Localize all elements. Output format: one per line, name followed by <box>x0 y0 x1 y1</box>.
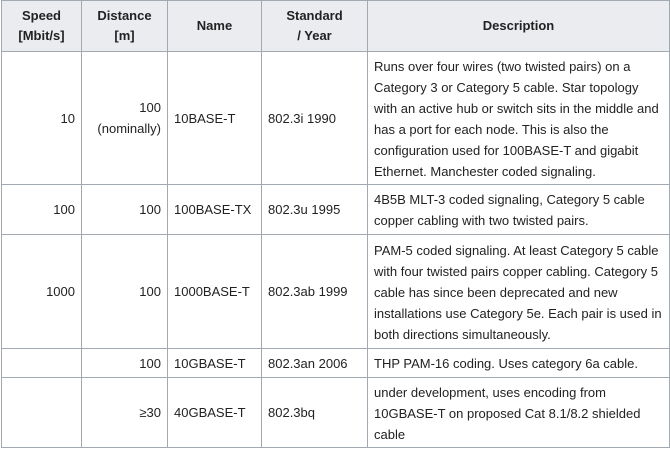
cell-distance <box>82 52 168 185</box>
cell-distance-line1: 100 <box>139 100 161 115</box>
header-description: Description <box>368 1 670 52</box>
cell-name: 100BASE-TX <box>168 185 262 235</box>
table-row <box>2 349 670 378</box>
cell-standard: 802.3i 1990 <box>262 52 368 185</box>
cell-speed: 1000 <box>2 235 82 349</box>
table-row <box>2 378 670 448</box>
cell-speed <box>2 378 82 448</box>
header-name: Name <box>168 1 262 52</box>
cell-description: PAM-5 coded signaling. At least Category 5 cable with four twisted pairs copper cabling. Category 5 cable has since been deprecated and new installations use Category 5e. Each pair is used in both directions simultaneously. <box>368 235 670 349</box>
cell-distance-line2: (nominally) <box>97 121 161 136</box>
cell-name: 10GBASE-T <box>168 349 262 378</box>
header-speed <box>2 1 82 52</box>
cell-standard: 802.3u 1995 <box>262 185 368 235</box>
cell-name: 40GBASE-T <box>168 378 262 448</box>
header-standard <box>262 1 368 52</box>
header-standard-line2: / Year <box>297 28 332 43</box>
table-row <box>2 52 670 185</box>
cell-standard: 802.3an 2006 <box>262 349 368 378</box>
cell-speed <box>2 349 82 378</box>
cell-name: 10BASE-T <box>168 52 262 185</box>
ethernet-standards-table <box>1 0 670 448</box>
header-speed-line1: Speed <box>21 8 61 23</box>
header-row <box>2 1 670 52</box>
cell-name: 1000BASE-T <box>168 235 262 349</box>
cell-description: Runs over four wires (two twisted pairs) on a Category 3 or Category 5 cable. Star topology with an active hub or switch sits in the middle and has a port for each node. This is also the configuration used for 100BASE-T and gigabit Ethernet. Manchester coded signaling. <box>368 52 670 185</box>
header-distance-line1: Distance <box>97 8 152 23</box>
cell-distance: 100 <box>82 185 168 235</box>
header-standard-line1: Standard <box>286 8 343 23</box>
table-row <box>2 185 670 235</box>
header-speed-line2: [Mbit/s] <box>18 28 65 43</box>
header-distance-line2: [m] <box>114 28 135 43</box>
cell-speed: 100 <box>2 185 82 235</box>
header-distance <box>82 1 168 52</box>
cell-distance: ≥30 <box>82 378 168 448</box>
cell-standard: 802.3ab 1999 <box>262 235 368 349</box>
table-row <box>2 235 670 349</box>
cell-description: 4B5B MLT-3 coded signaling, Category 5 cable copper cabling with two twisted pairs. <box>368 185 670 235</box>
cell-speed: 10 <box>2 52 82 185</box>
cell-distance: 100 <box>82 235 168 349</box>
cell-description: under development, uses encoding from 10GBASE-T on proposed Cat 8.1/8.2 shielded cable <box>368 378 670 448</box>
cell-standard: 802.3bq <box>262 378 368 448</box>
cell-distance: 100 <box>82 349 168 378</box>
cell-description: THP PAM-16 coding. Uses category 6a cable. <box>368 349 670 378</box>
